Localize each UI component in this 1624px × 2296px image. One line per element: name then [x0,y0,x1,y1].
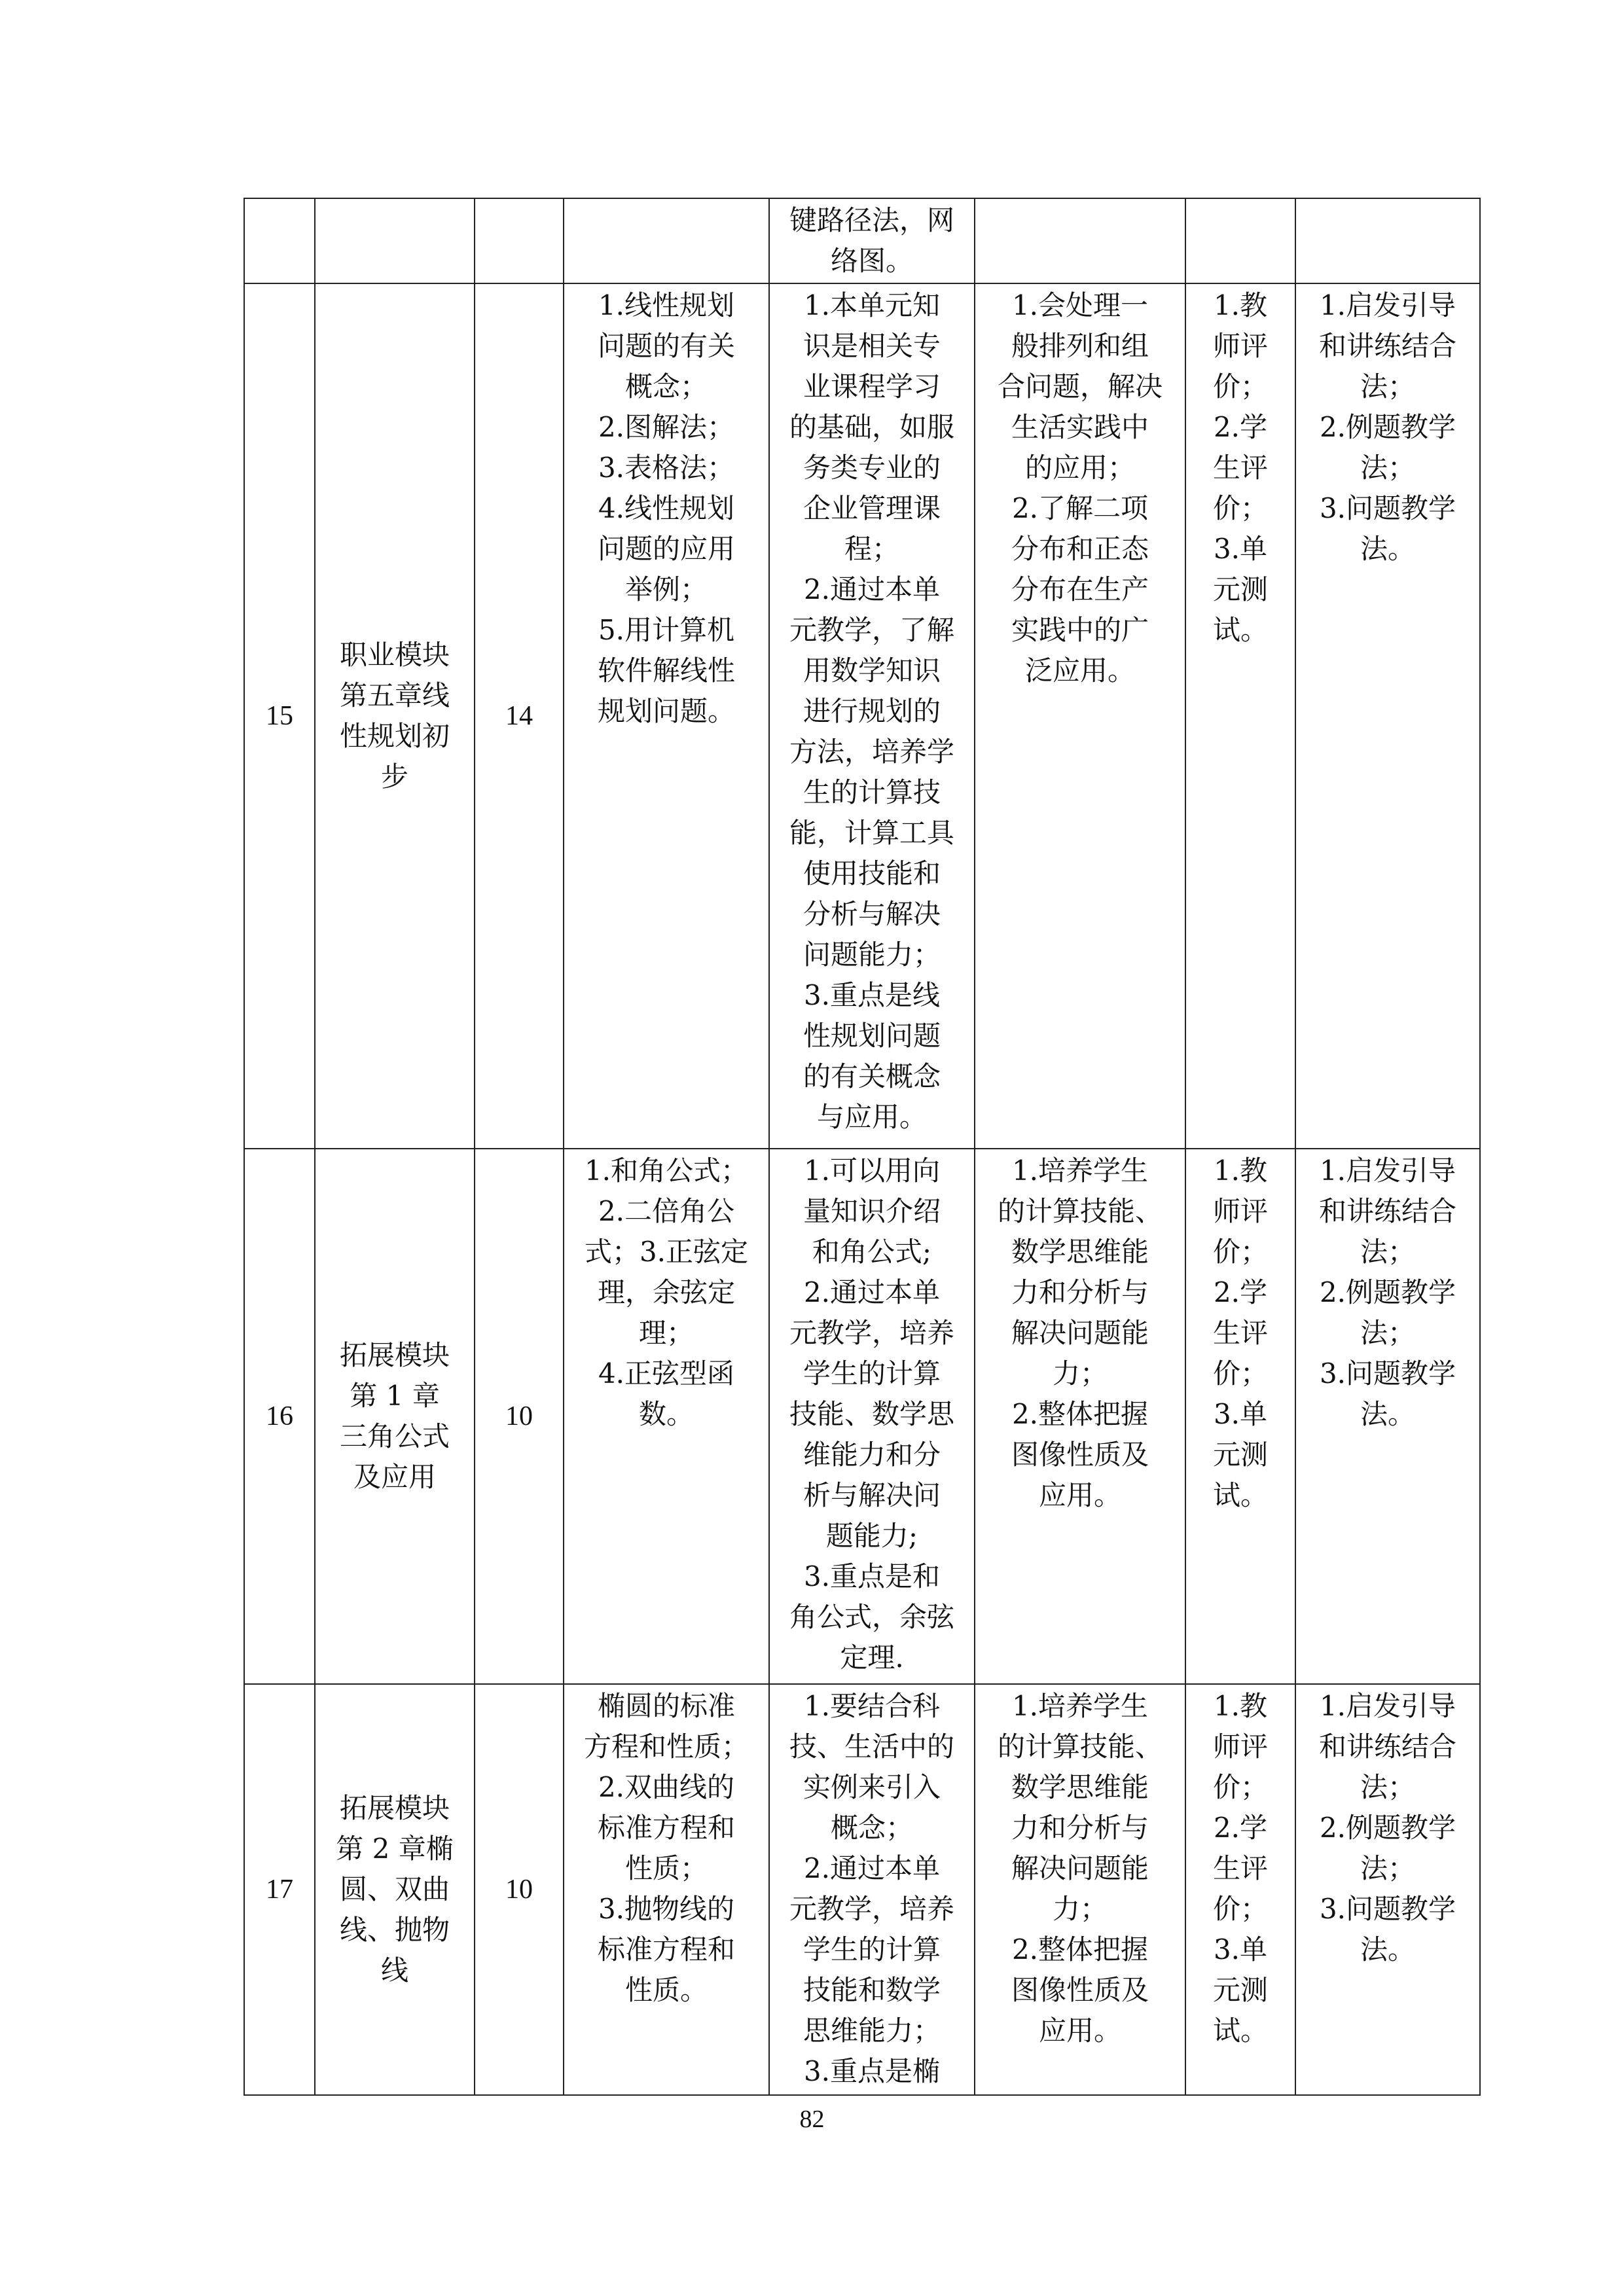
module-name-cell [315,198,475,283]
module-name-cell: 职业模块 第五章线 性规划初 步 [315,283,475,1149]
table-row [244,1684,1480,2095]
goals-cell: 1.培养学生 的计算技能、 数学思维能 力和分析与 解决问题能 力； 2.整体把握 图像性质及 应用。 [975,1149,1185,1684]
methods-cell: 1.启发引导 和讲练结合 法； 2.例题教学 法； 3.问题教学 法。 [1295,1684,1480,2095]
methods-cell: 1.启发引导 和讲练结合 法； 2.例题教学 法； 3.问题教学 法。 [1295,1149,1480,1684]
requirements-cell: 1.本单元知 识是相关专 业课程学习 的基础，如服 务类专业的 企业管理课 程； 2.通过本单 元教学，了解 用数学知识 进行规划的 方法，培养学 生的计算技 能，计算工具 使用技能和 分析与解决 问题能力； 3.重点是线 性规划问题 的有关概念 与应用。 [769,283,975,1149]
row-number-cell: 17 [244,1684,315,2095]
content-cell: 1.线性规划 问题的有关 概念； 2.图解法； 3.表格法； 4.线性规划 问题的应用 举例； 5.用计算机 软件解线性 规划问题。 [564,283,769,1149]
goals-cell: 1.培养学生 的计算技能、 数学思维能 力和分析与 解决问题能 力； 2.整体把握 图像性质及 应用。 [975,1684,1185,2095]
hours-cell: 14 [475,283,564,1149]
table-row [244,283,1480,1149]
row-number-cell [244,198,315,283]
evaluation-cell [1185,198,1295,283]
content-cell: 1.和角公式； 2.二倍角公 式；3.正弦定 理，余弦定 理； 4.正弦型函 数。 [564,1149,769,1684]
requirements-cell: 1.可以用向 量知识介绍 和角公式; 2.通过本单 元教学，培养 学生的计算 技能、数学思 维能力和分 析与解决问 题能力; 3.重点是和 角公式，余弦 定理. [769,1149,975,1684]
requirements-cell: 1.要结合科 技、生活中的 实例来引入 概念； 2.通过本单 元教学，培养 学生的计算 技能和数学 思维能力； 3.重点是椭 [769,1684,975,2095]
table-row [244,1149,1480,1684]
page-number: 82 [799,2106,825,2133]
evaluation-cell: 1.教 师评 价； 2.学 生评 价； 3.单 元测 试。 [1185,283,1295,1149]
course-syllabus-table [244,198,1481,2096]
requirements-cell: 键路径法，网 络图。 [769,198,975,283]
row-number-cell: 16 [244,1149,315,1684]
hours-cell: 10 [475,1684,564,2095]
row-number-cell: 15 [244,283,315,1149]
goals-cell [975,198,1185,283]
evaluation-cell: 1.教 师评 价； 2.学 生评 价； 3.单 元测 试。 [1185,1149,1295,1684]
module-name-cell: 拓展模块 第 2 章椭 圆、双曲 线、抛物 线 [315,1684,475,2095]
goals-cell: 1.会处理一 般排列和组 合问题，解决 生活实践中 的应用； 2.了解二项 分布和正态 分布在生产 实践中的广 泛应用。 [975,283,1185,1149]
content-cell [564,198,769,283]
methods-cell: 1.启发引导 和讲练结合 法； 2.例题教学 法； 3.问题教学 法。 [1295,283,1480,1149]
methods-cell [1295,198,1480,283]
hours-cell [475,198,564,283]
module-name-cell: 拓展模块 第 1 章 三角公式 及应用 [315,1149,475,1684]
table-row [244,198,1480,283]
content-cell: 椭圆的标准 方程和性质； 2.双曲线的 标准方程和 性质； 3.抛物线的 标准方程和 性质。 [564,1684,769,2095]
evaluation-cell: 1.教 师评 价； 2.学 生评 价； 3.单 元测 试。 [1185,1684,1295,2095]
hours-cell: 10 [475,1149,564,1684]
